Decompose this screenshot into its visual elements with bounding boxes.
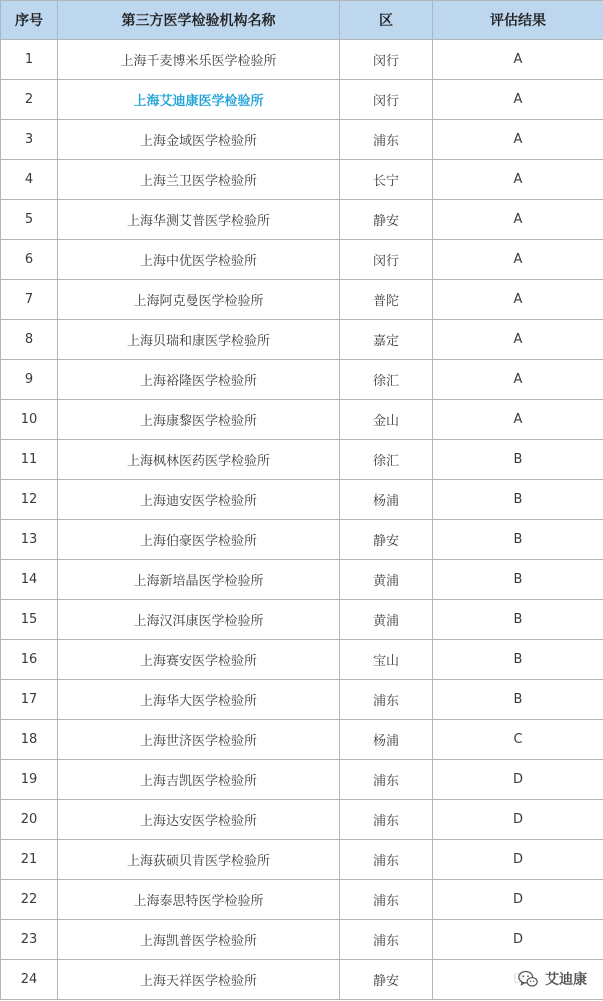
row-district: 长宁 (340, 160, 433, 200)
row-grade: D (433, 880, 603, 920)
row-institution-name: 上海荻硕贝肯医学检验所 (58, 840, 340, 880)
table-row (1, 320, 603, 360)
row-institution-name: 上海新培晶医学检验所 (58, 560, 340, 600)
row-institution-name: 上海汉洱康医学检验所 (58, 600, 340, 640)
table-header (1, 1, 603, 40)
table-row (1, 280, 603, 320)
row-no: 21 (1, 840, 58, 880)
row-grade: A (433, 360, 603, 400)
row-institution-name: 上海泰思特医学检验所 (58, 880, 340, 920)
row-district: 杨浦 (340, 720, 433, 760)
table-row (1, 760, 603, 800)
row-grade: A (433, 320, 603, 360)
row-grade: B (433, 440, 603, 480)
row-institution-name: 上海贝瑞和康医学检验所 (58, 320, 340, 360)
row-district: 杨浦 (340, 480, 433, 520)
table-row (1, 680, 603, 720)
row-district: 闵行 (340, 80, 433, 120)
watermark (511, 966, 593, 992)
row-grade: A (433, 280, 603, 320)
row-district: 浦东 (340, 880, 433, 920)
row-district: 浦东 (340, 760, 433, 800)
row-institution-name: 上海中优医学检验所 (58, 240, 340, 280)
row-grade: B (433, 640, 603, 680)
row-institution-name: 上海枫林医药医学检验所 (58, 440, 340, 480)
row-district: 金山 (340, 400, 433, 440)
row-no: 7 (1, 280, 58, 320)
wechat-icon (517, 968, 539, 990)
table-row (1, 120, 603, 160)
table-row (1, 400, 603, 440)
row-grade: A (433, 200, 603, 240)
row-no: 16 (1, 640, 58, 680)
row-no: 1 (1, 40, 58, 80)
row-no: 9 (1, 360, 58, 400)
row-institution-name: 上海凯普医学检验所 (58, 920, 340, 960)
row-district: 闵行 (340, 240, 433, 280)
row-no: 24 (1, 960, 58, 1000)
row-grade: A (433, 80, 603, 120)
row-no: 11 (1, 440, 58, 480)
row-no: 12 (1, 480, 58, 520)
row-institution-name: 上海兰卫医学检验所 (58, 160, 340, 200)
row-no: 5 (1, 200, 58, 240)
row-no: 6 (1, 240, 58, 280)
row-institution-name: 上海华测艾普医学检验所 (58, 200, 340, 240)
row-no: 4 (1, 160, 58, 200)
row-district: 浦东 (340, 920, 433, 960)
row-grade: D (433, 840, 603, 880)
row-institution-name: 上海阿克曼医学检验所 (58, 280, 340, 320)
header-name: 第三方医学检验机构名称 (58, 1, 340, 40)
table-row (1, 640, 603, 680)
table-row (1, 360, 603, 400)
table-row (1, 440, 603, 480)
row-institution-name: 上海吉凯医学检验所 (58, 760, 340, 800)
row-grade: A (433, 240, 603, 280)
row-no: 10 (1, 400, 58, 440)
table-row (1, 80, 603, 120)
row-grade: B (433, 560, 603, 600)
row-district: 静安 (340, 200, 433, 240)
row-no: 22 (1, 880, 58, 920)
row-district: 徐汇 (340, 360, 433, 400)
table-row (1, 800, 603, 840)
table-row (1, 880, 603, 920)
row-district: 普陀 (340, 280, 433, 320)
row-institution-name: 上海华大医学检验所 (58, 680, 340, 720)
row-institution-name-highlight[interactable]: 上海艾迪康医学检验所 (58, 80, 340, 120)
row-district: 静安 (340, 520, 433, 560)
row-district: 嘉定 (340, 320, 433, 360)
row-grade: D (433, 800, 603, 840)
header-grade: 评估结果 (433, 1, 603, 40)
row-district: 浦东 (340, 840, 433, 880)
row-district: 黄浦 (340, 600, 433, 640)
header-no: 序号 (1, 1, 58, 40)
row-institution-name: 上海赛安医学检验所 (58, 640, 340, 680)
header-district: 区 (340, 1, 433, 40)
row-institution-name: 上海天祥医学检验所 (58, 960, 340, 1000)
row-grade: A (433, 160, 603, 200)
table-row (1, 920, 603, 960)
row-district: 浦东 (340, 680, 433, 720)
row-district: 徐汇 (340, 440, 433, 480)
row-no: 18 (1, 720, 58, 760)
row-grade: D (433, 760, 603, 800)
table-row (1, 480, 603, 520)
row-grade: B (433, 600, 603, 640)
row-district: 浦东 (340, 120, 433, 160)
table-row (1, 560, 603, 600)
table-body (1, 40, 603, 1000)
row-institution-name: 上海世济医学检验所 (58, 720, 340, 760)
watermark-text: 艾迪康 (545, 972, 587, 988)
row-no: 19 (1, 760, 58, 800)
row-institution-name: 上海迪安医学检验所 (58, 480, 340, 520)
row-institution-name: 上海伯豪医学检验所 (58, 520, 340, 560)
row-grade: A (433, 120, 603, 160)
table-row (1, 160, 603, 200)
row-no: 20 (1, 800, 58, 840)
row-district: 闵行 (340, 40, 433, 80)
row-grade: D (433, 920, 603, 960)
table-row (1, 840, 603, 880)
row-institution-name: 上海达安医学检验所 (58, 800, 340, 840)
row-no: 23 (1, 920, 58, 960)
row-grade: A (433, 40, 603, 80)
row-no: 3 (1, 120, 58, 160)
row-district: 黄浦 (340, 560, 433, 600)
row-grade: C (433, 720, 603, 760)
row-no: 2 (1, 80, 58, 120)
table-row (1, 600, 603, 640)
table-row (1, 520, 603, 560)
row-grade: B (433, 520, 603, 560)
row-no: 15 (1, 600, 58, 640)
row-grade: A (433, 400, 603, 440)
row-no: 13 (1, 520, 58, 560)
row-no: 8 (1, 320, 58, 360)
row-no: 17 (1, 680, 58, 720)
row-district: 静安 (340, 960, 433, 1000)
table-row (1, 720, 603, 760)
row-institution-name: 上海千麦博米乐医学检验所 (58, 40, 340, 80)
row-institution-name: 上海康黎医学检验所 (58, 400, 340, 440)
row-institution-name: 上海裕隆医学检验所 (58, 360, 340, 400)
row-district: 宝山 (340, 640, 433, 680)
header-row (1, 1, 603, 40)
row-grade: B (433, 480, 603, 520)
table-row (1, 200, 603, 240)
row-grade: B (433, 680, 603, 720)
row-institution-name: 上海金域医学检验所 (58, 120, 340, 160)
table-row (1, 240, 603, 280)
row-district: 浦东 (340, 800, 433, 840)
row-no: 14 (1, 560, 58, 600)
table-row (1, 40, 603, 80)
